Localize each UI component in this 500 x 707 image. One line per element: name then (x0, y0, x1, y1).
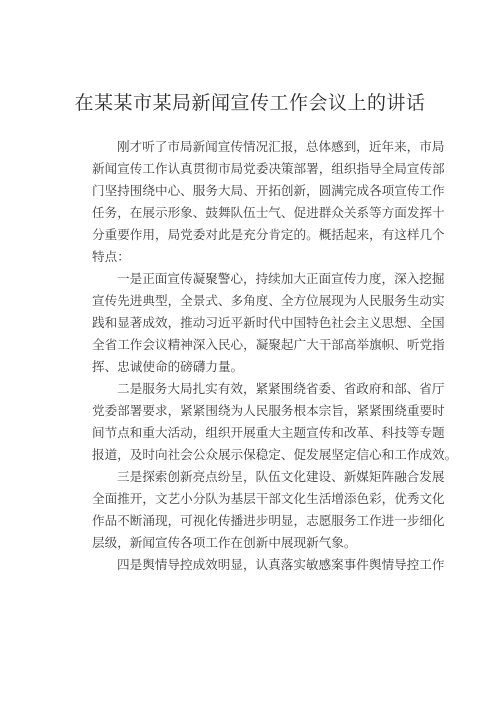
text-line: 全面推开，文艺小分队为基层干部文化生活增添色彩，优秀文化 (92, 491, 445, 506)
page-title: 在某某市某局新闻宣传工作会议上的讲话 (74, 92, 426, 114)
text-line: 门坚持围绕中心、服务大局、开拓创新，圆满完成各项宣传工作 (92, 183, 445, 198)
document-body (92, 136, 458, 576)
text-line: 一是正面宣传凝聚警心，持续加大正面宣传力度，深入挖掘 (117, 271, 445, 286)
text-line: 刚才听了市局新闻宣传情况汇报，总体感到，近年来，市局 (117, 139, 445, 154)
text-line: 践和显著成效，推动习近平新时代中国特色社会主义思想、全国 (92, 315, 445, 330)
text-line: 挥、忠诚使命的磅礴力量。 (92, 359, 244, 374)
text-line: 分重要作用，局党委对此是充分肯定的。概括起来，有这样几个 (92, 227, 445, 242)
text-line: 作品不断涌现，可视化传播进步明显，志愿服务工作进一步细化 (92, 513, 445, 528)
text-line: 全省工作会议精神深入民心，凝聚起广大干部高举旗帜、听党指 (92, 337, 445, 352)
text-line: 报道，及时向社会公众展示保稳定、促发展坚定信心和工作成效。 (92, 447, 458, 462)
text-line: 间节点和重大活动，组织开展重大主题宣传和改革、科技等专题 (92, 425, 445, 440)
text-line: 三是探索创新亮点纷呈，队伍文化建设、新媒矩阵融合发展 (117, 469, 445, 484)
text-line: 二是服务大局扎实有效，紧紧围绕省委、省政府和部、省厅 (117, 381, 445, 396)
text-line: 四是舆情导控成效明显，认真落实敏感案事件舆情导控工作 (117, 557, 445, 572)
text-line: 党委部署要求，紧紧围绕为人民服务根本宗旨，紧紧围绕重要时 (92, 403, 445, 418)
text-line: 层级，新闻宣传各项工作在创新中展现新气象。 (92, 535, 357, 550)
text-line: 宣传先进典型，全景式、多角度、全方位展现为人民服务生动实 (92, 293, 445, 308)
text-line: 新闻宣传工作认真贯彻市局党委决策部署，组织指导全局宣传部 (92, 161, 445, 176)
text-line: 特点： (92, 249, 130, 264)
text-line: 任务，在展示形象、鼓舞队伍士气、促进群众关系等方面发挥十 (92, 205, 445, 220)
